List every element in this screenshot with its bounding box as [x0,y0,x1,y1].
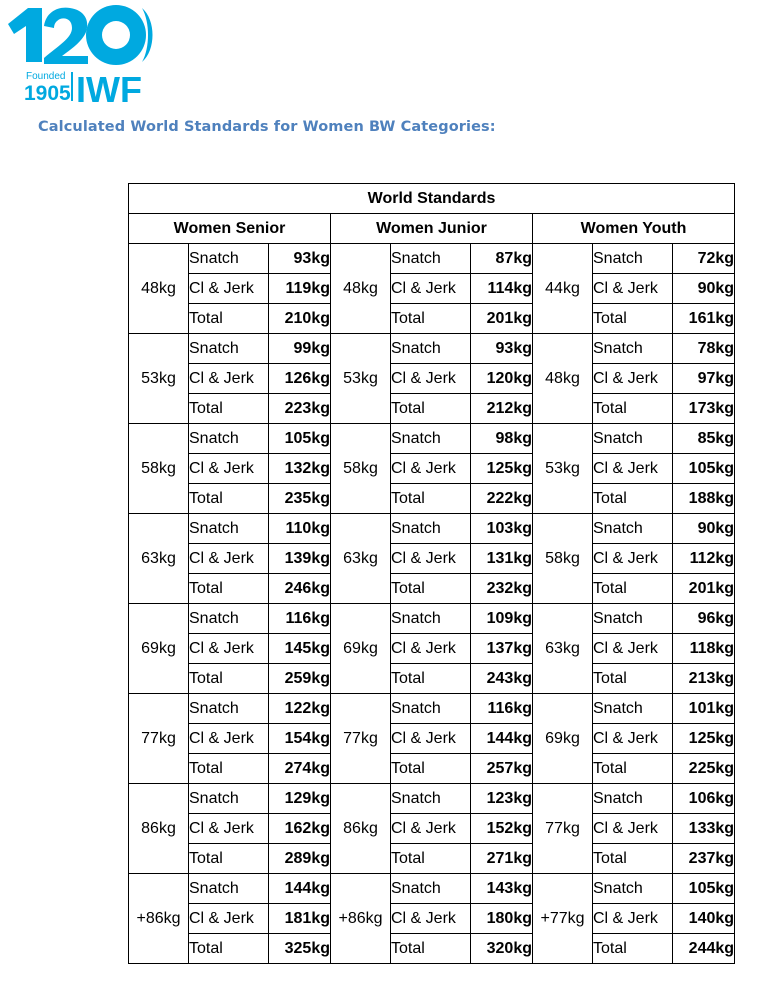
bodyweight-category: 77kg [331,694,391,784]
standard-value-clean-jerk: 154kg [269,724,331,754]
page-subtitle: Calculated World Standards for Women BW Categories: [38,119,496,135]
lift-label-clean-jerk: Cl & Jerk [189,544,269,574]
lift-label-clean-jerk: Cl & Jerk [593,274,673,304]
lift-label-snatch: Snatch [391,424,471,454]
standard-value-snatch: 96kg [673,604,735,634]
lift-label-snatch: Snatch [189,604,269,634]
lift-label-clean-jerk: Cl & Jerk [593,364,673,394]
standard-value-total: 246kg [269,574,331,604]
standard-value-clean-jerk: 126kg [269,364,331,394]
standard-value-snatch: 87kg [471,244,533,274]
lift-label-clean-jerk: Cl & Jerk [391,274,471,304]
lift-label-total: Total [593,664,673,694]
logo-zero-ring-inner [102,21,130,49]
bodyweight-category: 53kg [533,424,593,514]
standard-value-total: 232kg [471,574,533,604]
world-standards-table [128,183,735,964]
standard-value-clean-jerk: 144kg [471,724,533,754]
table-title: World Standards [129,184,735,214]
bodyweight-category: 69kg [331,604,391,694]
table-row [129,874,735,904]
bodyweight-category: 53kg [129,334,189,424]
bodyweight-category: 58kg [129,424,189,514]
lift-label-snatch: Snatch [189,694,269,724]
standard-value-snatch: 93kg [269,244,331,274]
bodyweight-category: 53kg [331,334,391,424]
lift-label-snatch: Snatch [593,694,673,724]
standard-value-clean-jerk: 162kg [269,814,331,844]
lift-label-snatch: Snatch [593,874,673,904]
table-row [129,514,735,544]
standard-value-total: 222kg [471,484,533,514]
standard-value-snatch: 103kg [471,514,533,544]
bodyweight-category: +86kg [129,874,189,964]
standard-value-snatch: 110kg [269,514,331,544]
lift-label-snatch: Snatch [593,334,673,364]
standard-value-clean-jerk: 152kg [471,814,533,844]
standard-value-snatch: 123kg [471,784,533,814]
standard-value-clean-jerk: 180kg [471,904,533,934]
lift-label-total: Total [593,754,673,784]
lift-label-clean-jerk: Cl & Jerk [391,634,471,664]
standard-value-clean-jerk: 120kg [471,364,533,394]
logo-founded-label: Founded [26,71,66,82]
lift-label-snatch: Snatch [593,784,673,814]
lift-label-total: Total [189,844,269,874]
bodyweight-category: 44kg [533,244,593,334]
table-row [129,454,735,484]
lift-label-clean-jerk: Cl & Jerk [189,274,269,304]
standard-value-snatch: 143kg [471,874,533,904]
lift-label-total: Total [189,934,269,964]
standard-value-total: 237kg [673,844,735,874]
standard-value-total: 259kg [269,664,331,694]
standard-value-snatch: 72kg [673,244,735,274]
standard-value-clean-jerk: 145kg [269,634,331,664]
lift-label-snatch: Snatch [391,514,471,544]
table-row [129,814,735,844]
lift-label-snatch: Snatch [189,334,269,364]
standard-value-clean-jerk: 181kg [269,904,331,934]
lift-label-total: Total [391,934,471,964]
lift-label-total: Total [391,484,471,514]
logo-brand: IWF [76,69,142,104]
logo-founded-year: 1905 [24,82,71,104]
standard-value-clean-jerk: 133kg [673,814,735,844]
standard-value-total: 223kg [269,394,331,424]
table-row [129,244,735,274]
lift-label-total: Total [189,574,269,604]
standard-value-total: 201kg [471,304,533,334]
standard-value-total: 243kg [471,664,533,694]
bodyweight-category: 77kg [129,694,189,784]
standard-value-total: 257kg [471,754,533,784]
standard-value-clean-jerk: 112kg [673,544,735,574]
iwf-120-logo [6,2,156,104]
lift-label-total: Total [391,394,471,424]
lift-label-total: Total [593,304,673,334]
standard-value-clean-jerk: 131kg [471,544,533,574]
standard-value-clean-jerk: 137kg [471,634,533,664]
table-row [129,334,735,364]
lift-label-clean-jerk: Cl & Jerk [189,364,269,394]
table-row [129,544,735,574]
lift-label-total: Total [189,394,269,424]
lift-label-total: Total [593,934,673,964]
lift-label-total: Total [189,484,269,514]
bodyweight-category: 77kg [533,784,593,874]
bodyweight-category: 48kg [129,244,189,334]
lift-label-total: Total [189,664,269,694]
table-row [129,424,735,454]
standard-value-clean-jerk: 139kg [269,544,331,574]
standard-value-snatch: 116kg [471,694,533,724]
lift-label-snatch: Snatch [391,694,471,724]
lift-label-total: Total [391,304,471,334]
standard-value-snatch: 106kg [673,784,735,814]
standard-value-snatch: 93kg [471,334,533,364]
lift-label-total: Total [189,304,269,334]
bodyweight-category: +86kg [331,874,391,964]
column-header-junior: Women Junior [331,214,533,244]
standard-value-total: 274kg [269,754,331,784]
lift-label-clean-jerk: Cl & Jerk [593,904,673,934]
logo-one-glyph [8,8,42,62]
standard-value-snatch: 85kg [673,424,735,454]
table-row [129,304,735,334]
standard-value-snatch: 101kg [673,694,735,724]
standard-value-total: 210kg [269,304,331,334]
standard-value-snatch: 105kg [269,424,331,454]
lift-label-total: Total [593,394,673,424]
lift-label-snatch: Snatch [391,874,471,904]
table-row [129,574,735,604]
lift-label-clean-jerk: Cl & Jerk [189,724,269,754]
standard-value-total: 244kg [673,934,735,964]
standard-value-clean-jerk: 97kg [673,364,735,394]
lift-label-total: Total [593,484,673,514]
bodyweight-category: +77kg [533,874,593,964]
standard-value-clean-jerk: 125kg [471,454,533,484]
lift-label-snatch: Snatch [189,244,269,274]
bodyweight-category: 63kg [331,514,391,604]
lift-label-clean-jerk: Cl & Jerk [189,814,269,844]
standard-value-snatch: 90kg [673,514,735,544]
column-header-youth: Women Youth [533,214,735,244]
lift-label-total: Total [189,754,269,784]
standard-value-total: 320kg [471,934,533,964]
table-row [129,934,735,964]
standard-value-total: 188kg [673,484,735,514]
table-row [129,904,735,934]
standard-value-clean-jerk: 132kg [269,454,331,484]
table-row [129,694,735,724]
table-row [129,364,735,394]
standard-value-snatch: 109kg [471,604,533,634]
standard-value-total: 213kg [673,664,735,694]
lift-label-clean-jerk: Cl & Jerk [391,814,471,844]
bodyweight-category: 86kg [129,784,189,874]
lift-label-clean-jerk: Cl & Jerk [391,364,471,394]
lift-label-snatch: Snatch [391,244,471,274]
standard-value-clean-jerk: 90kg [673,274,735,304]
standard-value-total: 289kg [269,844,331,874]
standard-value-snatch: 78kg [673,334,735,364]
standard-value-snatch: 144kg [269,874,331,904]
standard-value-clean-jerk: 140kg [673,904,735,934]
standard-value-snatch: 116kg [269,604,331,634]
lift-label-total: Total [391,574,471,604]
standard-value-total: 201kg [673,574,735,604]
table-row [129,274,735,304]
lift-label-total: Total [593,574,673,604]
lift-label-snatch: Snatch [391,334,471,364]
lift-label-clean-jerk: Cl & Jerk [593,724,673,754]
lift-label-total: Total [593,844,673,874]
bodyweight-category: 69kg [533,694,593,784]
table-row [129,784,735,814]
logo-two-glyph [44,8,88,64]
lift-label-clean-jerk: Cl & Jerk [189,904,269,934]
lift-label-clean-jerk: Cl & Jerk [391,724,471,754]
table-title-row [129,184,735,214]
lift-label-snatch: Snatch [593,424,673,454]
bodyweight-category: 86kg [331,784,391,874]
standard-value-snatch: 99kg [269,334,331,364]
standard-value-total: 235kg [269,484,331,514]
lift-label-clean-jerk: Cl & Jerk [189,454,269,484]
table-row [129,634,735,664]
table-row [129,664,735,694]
lift-label-clean-jerk: Cl & Jerk [391,904,471,934]
bodyweight-category: 48kg [331,244,391,334]
standard-value-clean-jerk: 118kg [673,634,735,664]
column-header-senior: Women Senior [129,214,331,244]
lift-label-snatch: Snatch [593,604,673,634]
lift-label-snatch: Snatch [189,424,269,454]
lift-label-total: Total [391,664,471,694]
lift-label-total: Total [391,844,471,874]
lift-label-clean-jerk: Cl & Jerk [189,634,269,664]
standard-value-clean-jerk: 119kg [269,274,331,304]
table-row [129,604,735,634]
standard-value-snatch: 122kg [269,694,331,724]
standard-value-total: 225kg [673,754,735,784]
table-row [129,844,735,874]
bodyweight-category: 69kg [129,604,189,694]
lift-label-clean-jerk: Cl & Jerk [391,544,471,574]
lift-label-snatch: Snatch [391,604,471,634]
lift-label-snatch: Snatch [593,514,673,544]
standard-value-snatch: 98kg [471,424,533,454]
standard-value-total: 325kg [269,934,331,964]
bodyweight-category: 58kg [331,424,391,514]
table-row [129,484,735,514]
lift-label-clean-jerk: Cl & Jerk [593,634,673,664]
lift-label-total: Total [391,754,471,784]
lift-label-clean-jerk: Cl & Jerk [593,454,673,484]
table-body [129,244,735,964]
table-row [129,394,735,424]
standard-value-clean-jerk: 114kg [471,274,533,304]
table-header-row [129,214,735,244]
standard-value-snatch: 129kg [269,784,331,814]
lift-label-clean-jerk: Cl & Jerk [593,814,673,844]
standard-value-total: 161kg [673,304,735,334]
bodyweight-category: 63kg [129,514,189,604]
standard-value-snatch: 105kg [673,874,735,904]
standard-value-total: 212kg [471,394,533,424]
lift-label-clean-jerk: Cl & Jerk [391,454,471,484]
lift-label-snatch: Snatch [391,784,471,814]
lift-label-clean-jerk: Cl & Jerk [593,544,673,574]
lift-label-snatch: Snatch [189,784,269,814]
standard-value-clean-jerk: 125kg [673,724,735,754]
standard-value-total: 271kg [471,844,533,874]
lift-label-snatch: Snatch [189,514,269,544]
standard-value-clean-jerk: 105kg [673,454,735,484]
standard-value-total: 173kg [673,394,735,424]
bodyweight-category: 58kg [533,514,593,604]
table-row [129,754,735,784]
bodyweight-category: 63kg [533,604,593,694]
table-row [129,724,735,754]
lift-label-snatch: Snatch [593,244,673,274]
bodyweight-category: 48kg [533,334,593,424]
lift-label-snatch: Snatch [189,874,269,904]
